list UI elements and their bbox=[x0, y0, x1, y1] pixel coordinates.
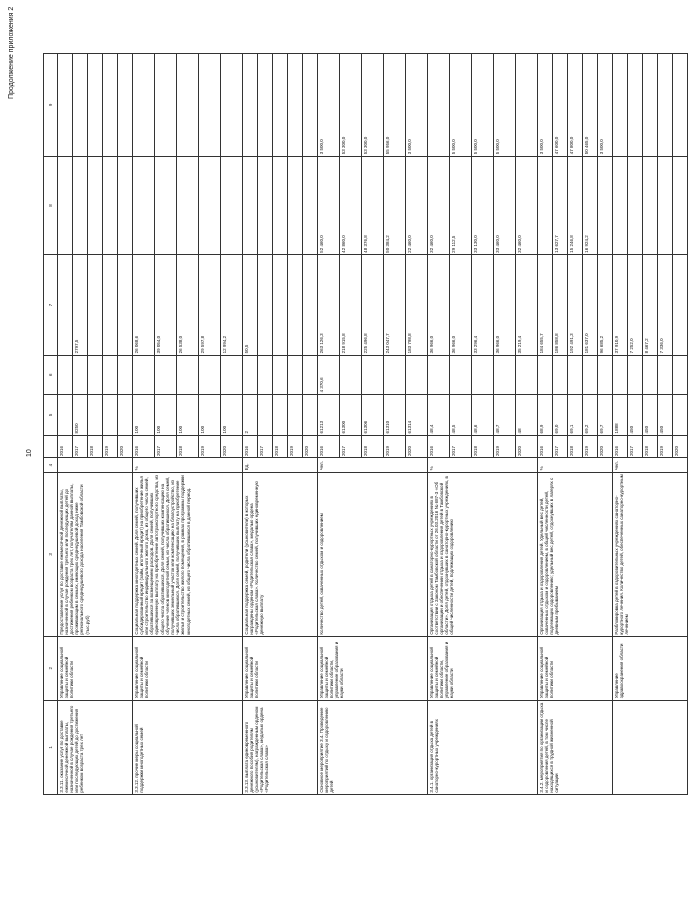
event-cell: 3.3.13. выплата единовременного денежного пособия родителям (усыновителям), награжденным орденом «Родительская слава», медалью ордена «Родительская слава» bbox=[243, 700, 318, 794]
value-cell-c7: 263 126,3 bbox=[318, 255, 340, 356]
year-cell: 2016 bbox=[428, 435, 450, 458]
unit-cell: Ед. bbox=[243, 458, 318, 472]
value-cell-c9: 47 600,0 bbox=[553, 54, 568, 157]
value-cell-c6 bbox=[58, 355, 73, 394]
indicator-cell: Количество детей, охваченных отдыхом и оздоровлением bbox=[318, 472, 428, 636]
year-cell: 2018 bbox=[568, 435, 583, 458]
value-cell-c6 bbox=[118, 355, 133, 394]
value-cell-c6 bbox=[583, 355, 598, 394]
value-cell-c9: 47 800,0 bbox=[568, 54, 583, 157]
year-cell: 2017 bbox=[258, 435, 273, 458]
value-cell-c6 bbox=[155, 355, 177, 394]
value-cell-c7: 26 068,6 bbox=[133, 255, 155, 356]
indicator-cell: Социальная поддержка многодетных семей. Доля семей, получивших субсидированный кредит (займ, ипотечный кредит) на приобретение жилья или строительство индивидуального жилого дома, из общего числа семей, обратившихся за возмещением расходов. Доля семей, получивших единовременную выплату на приобретение автотранспортного средства, из общего числа обратившихся. Доля семей, получивших компенсацию на обучение членов многодетной семьи, из числа обратившихся. Доля семей, получивших земельный участок или компенсацию на благоустройство, из числа обратившихся. Доля семей, получивших выплату на приобретение жилья и строительство жилого помещения, в рамках программы поддержки многодетных семей, из общего числа обратившихся в данной период. bbox=[133, 472, 243, 636]
value-cell-c5: 48 bbox=[516, 394, 538, 435]
value-cell-c7: 36 966,0 bbox=[450, 255, 472, 356]
value-cell-c8: 22 460,0 bbox=[406, 156, 428, 255]
year-cell: 2016 bbox=[133, 435, 155, 458]
table-row bbox=[243, 54, 258, 795]
value-cell-c5: 68,9 bbox=[538, 394, 553, 435]
value-cell-c8 bbox=[643, 156, 658, 255]
value-cell-c8 bbox=[243, 156, 258, 255]
value-cell-c6 bbox=[303, 355, 318, 394]
header-cell: 2 bbox=[44, 636, 58, 700]
value-cell-c7 bbox=[118, 255, 133, 356]
value-cell-c6 bbox=[273, 355, 288, 394]
value-cell-c6 bbox=[516, 355, 538, 394]
value-cell-c7 bbox=[288, 255, 303, 356]
value-cell-c7: 36 966,0 bbox=[494, 255, 516, 356]
table-row bbox=[318, 54, 340, 795]
value-cell-c7 bbox=[103, 255, 118, 356]
value-cell-c5: 450 bbox=[643, 394, 658, 435]
table-row bbox=[133, 54, 155, 795]
year-cell: 2017 bbox=[553, 435, 568, 458]
unit-cell bbox=[58, 458, 133, 472]
value-cell-c8: 32 460,0 bbox=[516, 156, 538, 255]
value-cell-c9: 3 500,0 bbox=[538, 54, 553, 157]
year-cell: 2018 bbox=[273, 435, 288, 458]
value-cell-c6 bbox=[340, 355, 362, 394]
value-cell-c8 bbox=[273, 156, 288, 255]
indicator-cell: Организация отдыха и оздоровления детей. Удельный вес детей, охваченных отдыхом и оздоровлением, в общей численности детей, подлежащих оздоровлению; удельный вес детей, отдохнувших в лагерях с дневным пребыванием bbox=[538, 472, 613, 636]
value-cell-c7: 33 296,4 bbox=[472, 255, 494, 356]
value-cell-c5 bbox=[88, 394, 103, 435]
year-cell: 2020 bbox=[303, 435, 318, 458]
value-cell-c9 bbox=[58, 54, 73, 157]
value-cell-c9: 55 956,0 bbox=[384, 54, 406, 157]
value-cell-c5: 100 bbox=[155, 394, 177, 435]
value-cell-c6 bbox=[88, 355, 103, 394]
program-table bbox=[43, 53, 688, 795]
value-cell-c9 bbox=[118, 54, 133, 157]
value-cell-c6 bbox=[568, 355, 583, 394]
appendix-caption: Продолжение приложения 2 bbox=[8, 6, 15, 99]
value-cell-c5 bbox=[103, 394, 118, 435]
value-cell-c8 bbox=[103, 156, 118, 255]
indicator-cell: Предоставление услуг по доставке ежемесячной денежной выплаты, назначенной в случае рождения третьего или последующих детей до достижения ребенком возраста трех лет, получателям данной выплаты, проживающим в семьях, имеющих среднедушевой доход ниже регионального среднедушевого дохода населения Тамбовской области (тыс.руб) bbox=[58, 472, 133, 636]
value-cell-c9 bbox=[73, 54, 88, 157]
value-cell-c9 bbox=[303, 54, 318, 157]
value-cell-c6 bbox=[133, 355, 155, 394]
value-cell-c5: 61213 bbox=[318, 394, 340, 435]
value-cell-c5: 69,1 bbox=[568, 394, 583, 435]
value-cell-c9: 3 500,0 bbox=[318, 54, 340, 157]
event-cell: 3.3.11. оказание услуг по доставке ежемесячной денежной выплаты, назначенной в случае рождения третьего или последующих детей до достижения ребенком возраста трех лет bbox=[58, 700, 133, 794]
value-cell-c7: 183 798,8 bbox=[406, 255, 428, 356]
value-cell-c6 bbox=[628, 355, 643, 394]
unit-cell: % bbox=[538, 458, 613, 472]
value-cell-c8 bbox=[199, 156, 221, 255]
year-cell: 2018 bbox=[643, 435, 658, 458]
value-cell-c5: 48,4 bbox=[428, 394, 450, 435]
value-cell-c9 bbox=[273, 54, 288, 157]
year-cell: 2020 bbox=[516, 435, 538, 458]
value-cell-c7: 50,5 bbox=[243, 255, 258, 356]
event-cell: 3.4.1. организация отдыха детей в санаторно-курортных учреждениях bbox=[428, 700, 538, 794]
value-cell-c9 bbox=[103, 54, 118, 157]
value-cell-c8: 33 460,0 bbox=[494, 156, 516, 255]
value-cell-c7: 7 336,0 bbox=[658, 255, 673, 356]
value-cell-c7: 26 538,0 bbox=[177, 255, 199, 356]
executor-cell: Управление социальной защиты и семейной политики области bbox=[133, 636, 243, 700]
value-cell-c5 bbox=[273, 394, 288, 435]
value-cell-c9: 5 500,0 bbox=[450, 54, 472, 157]
value-cell-c7 bbox=[258, 255, 273, 356]
value-cell-c5: 48,6 bbox=[472, 394, 494, 435]
executor-cell: Управление социальной защиты и семейной политики области bbox=[243, 636, 318, 700]
value-cell-c5: 61300 bbox=[340, 394, 362, 435]
event-cell: 3.3.12. прочие меры социальной поддержки многодетных семей bbox=[133, 700, 243, 794]
value-cell-c6 bbox=[538, 355, 553, 394]
value-cell-c9 bbox=[258, 54, 273, 157]
table-row bbox=[613, 54, 628, 795]
year-cell: 2019 bbox=[384, 435, 406, 458]
value-cell-c6 bbox=[598, 355, 613, 394]
value-cell-c9: 3 500,0 bbox=[598, 54, 613, 157]
event-cell bbox=[613, 700, 688, 794]
value-cell-c5 bbox=[303, 394, 318, 435]
value-cell-c9: 5 500,0 bbox=[494, 54, 516, 157]
value-cell-c9: 53 300,0 bbox=[340, 54, 362, 157]
value-cell-c8: 29 112,5 bbox=[450, 156, 472, 255]
value-cell-c5: 8250 bbox=[73, 394, 88, 435]
year-cell: 2018 bbox=[362, 435, 384, 458]
event-cell: 3.4.2. мероприятия по организации отдыха и оздоровления детей, в том числе находящихся в трудной жизненной ситуации bbox=[538, 700, 613, 794]
year-cell: 2019 bbox=[199, 435, 221, 458]
value-cell-c9: 50 465,0 bbox=[583, 54, 598, 157]
value-cell-c8: 52 460,0 bbox=[318, 156, 340, 255]
value-cell-c8 bbox=[613, 156, 628, 255]
year-cell: 2017 bbox=[628, 435, 643, 458]
value-cell-c8: 42 860,0 bbox=[340, 156, 362, 255]
value-cell-c9 bbox=[199, 54, 221, 157]
value-cell-c9: 3 500,0 bbox=[406, 54, 428, 157]
year-cell: 2020 bbox=[118, 435, 133, 458]
year-cell: 2017 bbox=[73, 435, 88, 458]
value-cell-c8 bbox=[177, 156, 199, 255]
value-cell-c6 bbox=[450, 355, 472, 394]
value-cell-c8: 32 460,0 bbox=[428, 156, 450, 255]
unit-cell: % bbox=[133, 458, 243, 472]
value-cell-c5: 61310 bbox=[384, 394, 406, 435]
table-row bbox=[428, 54, 450, 795]
value-cell-c6 bbox=[553, 355, 568, 394]
indicator-cell: Разблокировка детей в оздоровительных учреждениях санаторно-курортного лечения. Количество детей, обеспеченных санаторно-курортным лечением bbox=[613, 472, 688, 636]
value-cell-c5: 450 bbox=[658, 394, 673, 435]
year-cell: 2016 bbox=[243, 435, 258, 458]
value-cell-c6 bbox=[428, 355, 450, 394]
header-cell: 7 bbox=[44, 255, 58, 356]
value-cell-c5: 100 bbox=[177, 394, 199, 435]
value-cell-c7 bbox=[673, 255, 688, 356]
value-cell-c6 bbox=[613, 355, 628, 394]
year-cell: 2016 bbox=[318, 435, 340, 458]
value-cell-c7: 2797,5 bbox=[73, 255, 88, 356]
year-cell: 2016 bbox=[613, 435, 628, 458]
value-cell-c7: 39 054,0 bbox=[155, 255, 177, 356]
value-cell-c8 bbox=[303, 156, 318, 255]
header-cell: 8 bbox=[44, 156, 58, 255]
year-cell: 2018 bbox=[177, 435, 199, 458]
value-cell-c6 bbox=[221, 355, 243, 394]
value-cell-c8 bbox=[118, 156, 133, 255]
value-cell-c5 bbox=[288, 394, 303, 435]
header-row bbox=[44, 54, 58, 795]
unit-cell: % bbox=[428, 458, 538, 472]
value-cell-c9 bbox=[643, 54, 658, 157]
value-cell-c9 bbox=[288, 54, 303, 157]
year-cell: 2019 bbox=[494, 435, 516, 458]
value-cell-c9 bbox=[613, 54, 628, 157]
value-cell-c8 bbox=[221, 156, 243, 255]
value-cell-c7: 7 252,0 bbox=[628, 255, 643, 356]
value-cell-c5 bbox=[58, 394, 73, 435]
value-cell-c6 bbox=[103, 355, 118, 394]
value-cell-c5 bbox=[118, 394, 133, 435]
indicator-cell: Социальная поддержка семей, родители (усыновители) в которых награждены орденом «Родительская слава», медалью ордена «Родительская слава». Количество семей, получивших единовременную денежную выплату bbox=[243, 472, 318, 636]
header-cell: 4 bbox=[44, 458, 58, 472]
value-cell-c5: 450 bbox=[628, 394, 643, 435]
executor-cell: Управление здравоохранения области bbox=[613, 636, 688, 700]
header-cell: 9 bbox=[44, 54, 58, 157]
header-cell: 1 bbox=[44, 700, 58, 794]
value-cell-c9 bbox=[88, 54, 103, 157]
value-cell-c5: 48,5 bbox=[450, 394, 472, 435]
executor-cell: Управление социальной защиты и семейной политики области, управление образования и науки области bbox=[428, 636, 538, 700]
value-cell-c8 bbox=[155, 156, 177, 255]
value-cell-c6 bbox=[643, 355, 658, 394]
value-cell-c8: 48 376,8 bbox=[362, 156, 384, 255]
value-cell-c5: 61306 bbox=[362, 394, 384, 435]
year-cell: 2017 bbox=[340, 435, 362, 458]
value-cell-c6 bbox=[288, 355, 303, 394]
value-cell-c5: 69,2 bbox=[583, 394, 598, 435]
value-cell-c9 bbox=[673, 54, 688, 157]
value-cell-c6 bbox=[384, 355, 406, 394]
value-cell-c9 bbox=[516, 54, 538, 157]
year-cell: 2019 bbox=[658, 435, 673, 458]
value-cell-c8 bbox=[258, 156, 273, 255]
year-cell: 2019 bbox=[583, 435, 598, 458]
value-cell-c8 bbox=[133, 156, 155, 255]
value-cell-c7: 12 994,2 bbox=[221, 255, 243, 356]
page-number: 10 bbox=[26, 449, 33, 457]
value-cell-c5 bbox=[258, 394, 273, 435]
value-cell-c8 bbox=[538, 156, 553, 255]
value-cell-c8 bbox=[73, 156, 88, 255]
event-cell: Основное мероприятие 3.4. Проведение мероприятий по отдыху и оздоровлению детей bbox=[318, 700, 428, 794]
year-cell: 2018 bbox=[88, 435, 103, 458]
value-cell-c6: 4 370,6 bbox=[318, 355, 340, 394]
value-cell-c7: 218 915,8 bbox=[340, 255, 362, 356]
value-cell-c7 bbox=[273, 255, 288, 356]
value-cell-c7: 192 491,3 bbox=[568, 255, 583, 356]
value-cell-c9: 5 500,0 bbox=[472, 54, 494, 157]
value-cell-c5: 48,7 bbox=[494, 394, 516, 435]
value-cell-c7: 36 966,0 bbox=[428, 255, 450, 356]
value-cell-c6 bbox=[658, 355, 673, 394]
value-cell-c9 bbox=[177, 54, 199, 157]
value-cell-c5: 100 bbox=[199, 394, 221, 435]
indicator-cell: Организация отдыха детей в санаторно-курортных учреждениях в соответствии с Законом Тамбовской области от 26.03.2016 № 687-З «Об организации и обеспечении отдыха и оздоровления детей в Тамбовской области». Доля детей, отдохнувших в санаторно-курортных учреждениях, в общей численности детей, подлежащих оздоровлению bbox=[428, 472, 538, 636]
year-cell: 2018 bbox=[472, 435, 494, 458]
value-cell-c6 bbox=[494, 355, 516, 394]
value-cell-c7: 37 910,9 bbox=[613, 255, 628, 356]
value-cell-c7 bbox=[303, 255, 318, 356]
value-cell-c8: 50 384,2 bbox=[384, 156, 406, 255]
value-cell-c9: 53 300,0 bbox=[362, 54, 384, 157]
table-row bbox=[58, 54, 73, 795]
value-cell-c9 bbox=[628, 54, 643, 157]
value-cell-c8 bbox=[58, 156, 73, 255]
value-cell-c6 bbox=[472, 355, 494, 394]
value-cell-c5: 100 bbox=[221, 394, 243, 435]
value-cell-c9 bbox=[221, 54, 243, 157]
year-cell: 2017 bbox=[155, 435, 177, 458]
value-cell-c7: 35 219,4 bbox=[516, 255, 538, 356]
header-cell: 5 bbox=[44, 394, 58, 435]
header-cell bbox=[44, 435, 58, 458]
value-cell-c8 bbox=[288, 156, 303, 255]
executor-cell: Управление социальной защиты и семейной политики области bbox=[538, 636, 613, 700]
value-cell-c8 bbox=[598, 156, 613, 255]
value-cell-c7: 184 655,7 bbox=[538, 255, 553, 356]
value-cell-c7: 243 047,7 bbox=[384, 255, 406, 356]
value-cell-c9 bbox=[243, 54, 258, 157]
value-cell-c7: 29 597,8 bbox=[199, 255, 221, 356]
year-cell: 2016 bbox=[58, 435, 73, 458]
value-cell-c8 bbox=[658, 156, 673, 255]
value-cell-c6 bbox=[406, 355, 428, 394]
value-cell-c9 bbox=[155, 54, 177, 157]
value-cell-c5: 2 bbox=[243, 394, 258, 435]
value-cell-c6 bbox=[73, 355, 88, 394]
value-cell-c9 bbox=[658, 54, 673, 157]
year-cell: 2016 bbox=[538, 435, 553, 458]
value-cell-c7: 186 858,8 bbox=[553, 255, 568, 356]
value-cell-c8: 15 246,8 bbox=[568, 156, 583, 255]
value-cell-c7: 181 637,0 bbox=[583, 255, 598, 356]
year-cell: 2020 bbox=[221, 435, 243, 458]
unit-cell: Чел. bbox=[613, 458, 688, 472]
value-cell-c8 bbox=[673, 156, 688, 255]
value-cell-c6 bbox=[362, 355, 384, 394]
year-cell: 2020 bbox=[598, 435, 613, 458]
executor-cell: Управление социальной защиты и семейной политики области bbox=[58, 636, 133, 700]
year-cell: 2019 bbox=[288, 435, 303, 458]
value-cell-c5: 61314 bbox=[406, 394, 428, 435]
value-cell-c6 bbox=[258, 355, 273, 394]
value-cell-c8: 13 627,7 bbox=[553, 156, 568, 255]
value-cell-c7 bbox=[58, 255, 73, 356]
value-cell-c5 bbox=[673, 394, 688, 435]
value-cell-c8: 33 130,0 bbox=[472, 156, 494, 255]
table-row bbox=[538, 54, 553, 795]
value-cell-c8: 16 924,2 bbox=[583, 156, 598, 255]
value-cell-c6 bbox=[177, 355, 199, 394]
value-cell-c5: 69,7 bbox=[598, 394, 613, 435]
value-cell-c7: 8 467,2 bbox=[643, 255, 658, 356]
value-cell-c5: 100 bbox=[133, 394, 155, 435]
value-cell-c7: 96 685,2 bbox=[598, 255, 613, 356]
value-cell-c8 bbox=[88, 156, 103, 255]
value-cell-c5: 1888 bbox=[613, 394, 628, 435]
executor-cell: Управление социальной защиты и семейной политики области, управление образования и науки области bbox=[318, 636, 428, 700]
unit-cell: Чел. bbox=[318, 458, 428, 472]
value-cell-c7 bbox=[88, 255, 103, 356]
header-cell: 3 bbox=[44, 472, 58, 636]
value-cell-c7: 225 496,8 bbox=[362, 255, 384, 356]
year-cell: 2020 bbox=[406, 435, 428, 458]
value-cell-c9 bbox=[428, 54, 450, 157]
year-cell: 2017 bbox=[450, 435, 472, 458]
value-cell-c8 bbox=[628, 156, 643, 255]
header-cell: 6 bbox=[44, 355, 58, 394]
value-cell-c6 bbox=[673, 355, 688, 394]
value-cell-c5: 69,0 bbox=[553, 394, 568, 435]
value-cell-c9 bbox=[133, 54, 155, 157]
year-cell: 2020 bbox=[673, 435, 688, 458]
value-cell-c6 bbox=[199, 355, 221, 394]
value-cell-c6 bbox=[243, 355, 258, 394]
year-cell: 2019 bbox=[103, 435, 118, 458]
